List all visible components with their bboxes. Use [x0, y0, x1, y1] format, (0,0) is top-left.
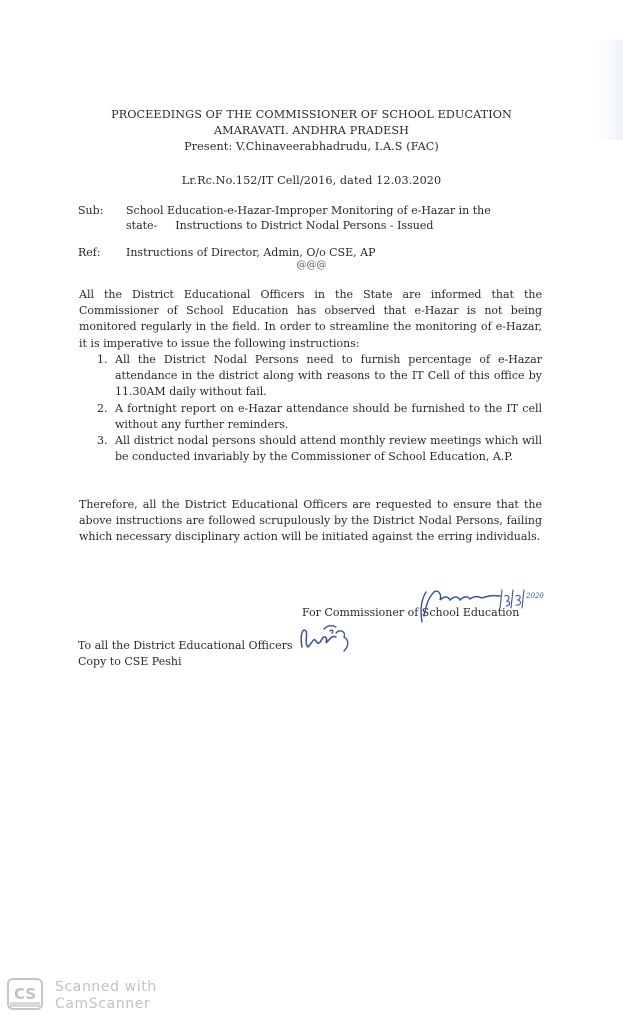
instruction-text: A fortnight report on e-Hazar attendance should be furnished to the IT cell without any further reminders. [115, 401, 542, 431]
instructions-list [79, 352, 542, 465]
reference-number: Lr.Rc.No.152/IT Cell/2016, dated 12.03.2020 [181, 174, 442, 187]
reference-text: Instructions of Director, Admin, O/o CSE, AP [126, 246, 376, 259]
instruction-item [79, 352, 542, 401]
camscanner-logo-icon [7, 978, 43, 1010]
header-location: AMARAVATI. ANDHRA PRADESH [213, 124, 410, 137]
reference-label: Ref: [78, 246, 101, 259]
subject-line-1: School Education-e-Hazar-Improper Monitoring of e-Hazar in the [126, 204, 491, 217]
subject-line-2b: Instructions to District Nodal Persons - Issued [175, 219, 434, 232]
svg-text:2020: 2020 [526, 592, 544, 600]
initials-signature [296, 617, 358, 657]
instruction-number: 1. [97, 353, 108, 366]
instruction-text: All district nodal persons should attend monthly review meetings which will be conducted invariably by the Commissioner of School Education, A.P. [115, 434, 542, 464]
conclusion-paragraph: Therefore, all the District Educational Officers are requested to ensure that the above instructions are followed scrupulously by the District Nodal Persons, failing which necessary disciplinary action will be initiated against the erring individuals. [79, 498, 542, 544]
instruction-text: All the District Nodal Persons need to furnish percentage of e-Hazar attendance in the district along with reasons to the IT Cell of this office by 11.30AM daily without fail. [115, 353, 542, 399]
camscanner-watermark [55, 979, 157, 1013]
watermark-line-1: Scanned with [55, 979, 157, 995]
instruction-item [79, 433, 542, 465]
instruction-item [79, 401, 542, 433]
instruction-number: 3. [97, 434, 108, 448]
subject-line-2 [126, 218, 546, 233]
instruction-number: 2. [97, 401, 108, 415]
recipients-line: To all the District Educational Officers [78, 639, 293, 652]
camscanner-badge-text: CS [13, 985, 37, 1003]
intro-paragraph: All the District Educational Officers in the State are informed that the Commissioner of School Education has observed that e-Hazar is not being monitored regularly in the field. In order to streamline the monitoring of e-Hazar, it is imperative to issue the following instructions: [79, 288, 542, 350]
commissioner-signature [412, 586, 547, 626]
subject-line-2a: state- [126, 219, 158, 232]
signature-line: For Commissioner of School Education [302, 606, 520, 619]
header-title: PROCEEDINGS OF THE COMMISSIONER OF SCHOOL EDUCATION [111, 108, 512, 121]
copy-to-line: Copy to CSE Peshi [78, 655, 182, 668]
subject-label: Sub: [78, 204, 104, 217]
watermark-line-2: CamScanner [55, 996, 151, 1012]
separator: @@@ [296, 260, 327, 271]
header-present: Present: V.Chinaveerabhadrudu, I.A.S (FAC) [184, 140, 439, 153]
